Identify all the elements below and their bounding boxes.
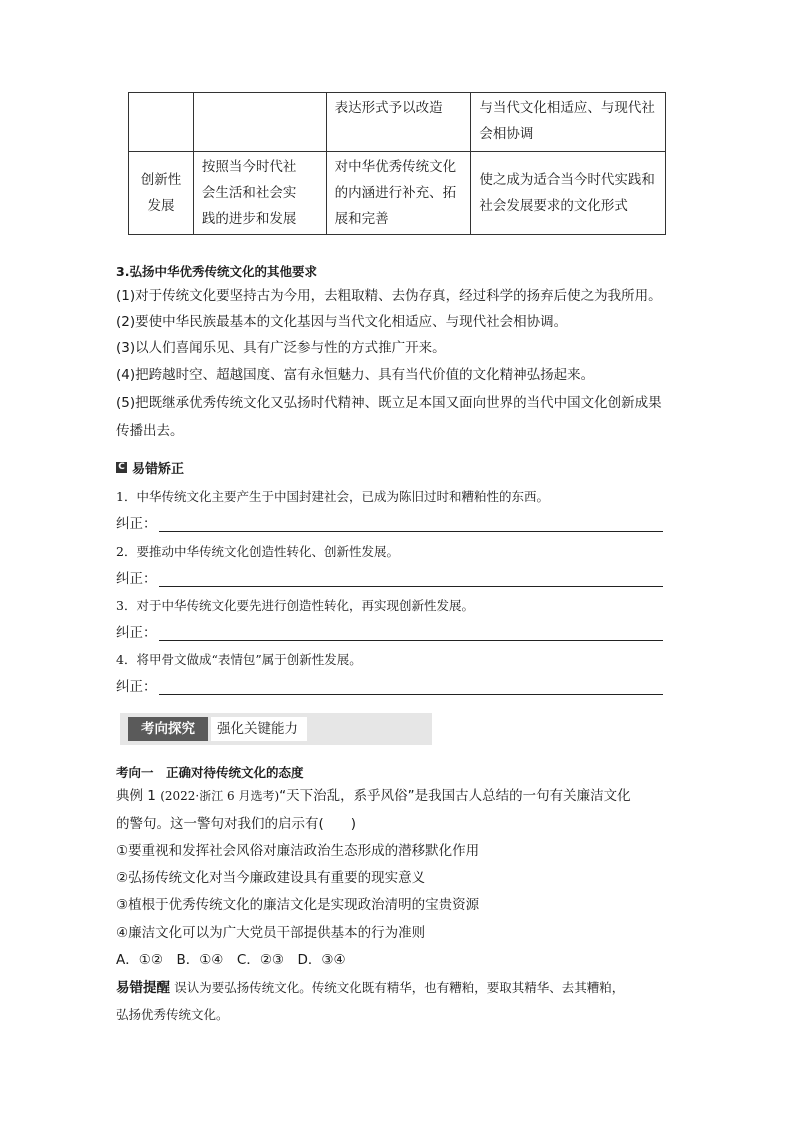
list-item: (1)对于传统文化要坚持古为今用，去粗取精、去伪存真，经过科学的扬弃后使之为我所用。 [116,288,662,304]
table-cell [129,93,194,152]
list-item: (2)要使中华民族最基本的文化基因与当代文化相适应、与现代社会相协调。 [116,314,568,330]
table-cell [193,93,326,152]
example-prefix: 典例 1 [116,788,156,804]
comparison-table [128,92,666,235]
example-line [116,783,631,809]
example-question-text: “天下治乱，系乎风俗”是我国古人总结的一句有关廉洁文化 [279,788,631,804]
cell-line: 展和完善 [334,211,389,227]
cell-line: 发展 [147,198,175,214]
table-row [129,152,666,235]
correction-answer-row [116,567,663,587]
banner-title: 考向探究 [128,717,208,741]
cell-line: 会相协调 [479,126,534,142]
list-item-continuation: 传播出去。 [116,423,184,439]
fix-label: 纠正： [116,516,157,532]
list-item: (5)把既继承优秀传统文化又弘扬时代精神、既立足本国又面向世界的当代中国文化创新成果 [116,395,662,411]
table-cell [129,152,194,235]
option-item: ③植根于优秀传统文化的廉洁文化是实现政治清明的宝贵资源 [116,897,480,913]
answer-choices: A．①② B．①④ C．②③ D．③④ [116,952,346,968]
section-heading: 3.弘扬中华优秀传统文化的其他要求 [116,264,317,279]
correction-question: 4．将甲骨文做成“表情包”属于创新性发展。 [116,652,362,667]
example-source: (2022·浙江 6 月选考) [160,789,280,803]
option-item: ②弘扬传统文化对当今廉政建设具有重要的现实意义 [116,870,426,886]
table-cell [471,152,666,235]
option-item: ④廉洁文化可以为广大党员干部提供基本的行为准则 [116,925,426,941]
cell-line: 社会发展要求的文化形式 [479,198,628,214]
option-item: ①要重视和发挥社会风俗对廉洁政治生态形成的潜移默化作用 [116,843,480,859]
table-row [129,93,666,152]
correction-question: 3．对于中华传统文化要先进行创造性转化，再实现创新性发展。 [116,598,474,613]
table-cell: 表达形式予以改造 [326,93,471,152]
answer-blank[interactable] [159,624,663,641]
list-item: (4)把跨越时空、超越国度、富有永恒魅力、具有当代价值的文化精神弘扬起来。 [116,367,595,383]
list-item: (3)以人们喜闻乐见、具有广泛参与性的方式推广开来。 [116,340,446,356]
cell-line: 践的进步和发展 [201,211,297,227]
answer-blank[interactable] [159,515,663,532]
cell-line: 对中华优秀传统文化 [334,159,457,175]
fix-label: 纠正： [116,571,157,587]
fix-label: 纠正： [116,679,157,695]
tip-text: 误认为要弘扬传统文化。传统文化既有精华，也有糟粕，要取其精华、去其糟粕， [174,980,625,995]
tip-line [116,975,624,1001]
tip-line-2: 弘扬优秀传统文化。 [116,1007,229,1022]
cell-line: 使之成为适合当今时代实践和 [479,172,655,188]
banner-subtitle: 强化关键能力 [211,717,307,741]
cell-line: 创新性 [140,172,182,188]
example-line-2: 的警句。这一警句对我们的启示有( ) [116,816,357,832]
cell-line: 会生活和社会实 [201,185,297,201]
table-cell [326,152,471,235]
c-badge-icon: C [116,462,127,473]
cell-line: 与当代文化相适应、与现代社 [479,100,655,116]
corrections-title: 易错矫正 [132,462,185,477]
correction-question: 2．要推动中华传统文化创造性转化、创新性发展。 [116,544,399,559]
correction-answer-row [116,621,663,641]
table-cell [193,152,326,235]
correction-answer-row [116,512,663,532]
table-cell [471,93,666,152]
answer-blank[interactable] [159,678,663,695]
direction-title: 考向一 正确对待传统文化的态度 [116,765,304,780]
corrections-tag [116,458,184,477]
section-banner [120,713,432,745]
fix-label: 纠正： [116,625,157,641]
correction-question: 1．中华传统文化主要产生于中国封建社会，已成为陈旧过时和糟粕性的东西。 [116,489,549,504]
correction-answer-row [116,675,663,695]
answer-blank[interactable] [159,570,663,587]
cell-line: 的内涵进行补充、拓 [334,185,457,201]
tip-label: 易错提醒 [116,980,170,996]
cell-line: 按照当今时代社 [201,159,297,175]
